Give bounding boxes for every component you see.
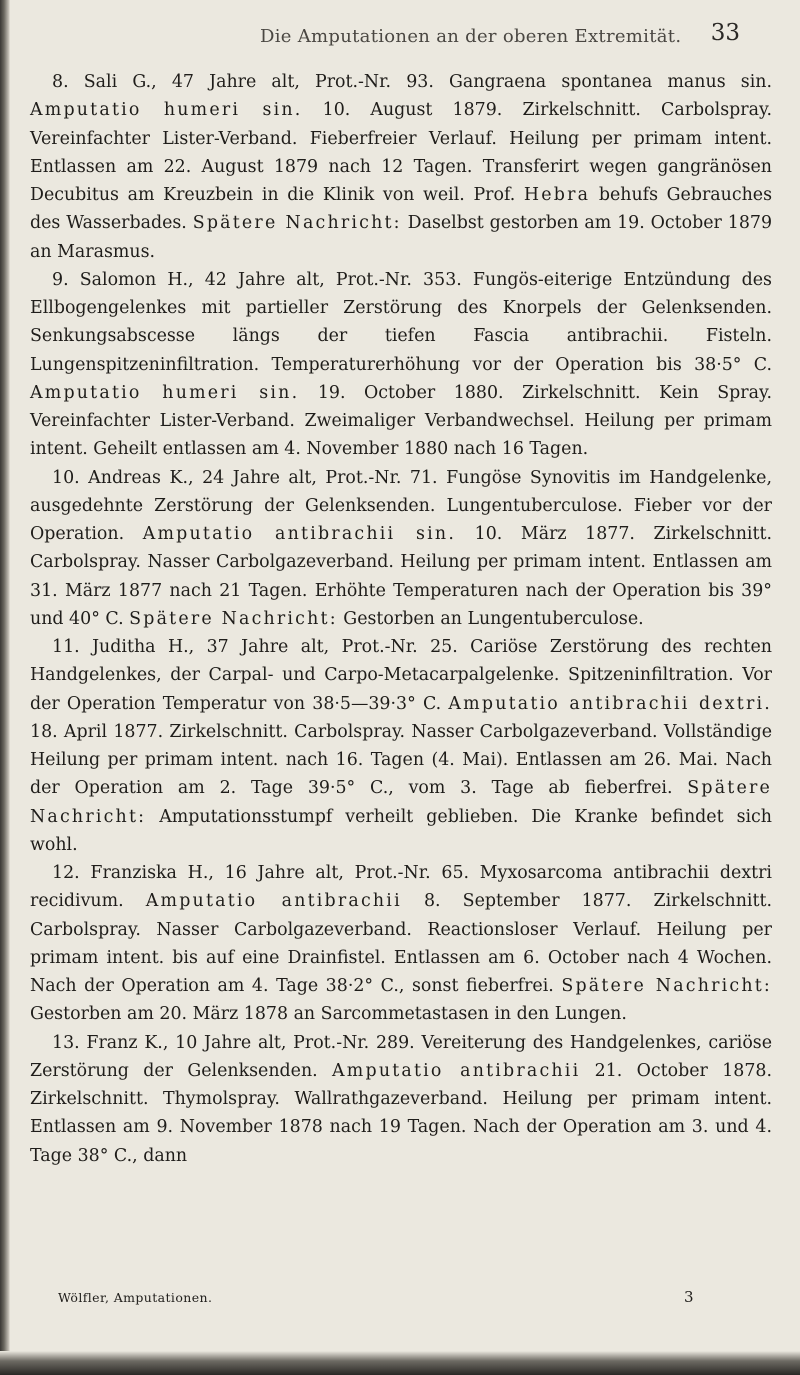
page-body bbox=[30, 68, 772, 1170]
entry-text: 11. Juditha H., 37 Jahre alt, Prot.-Nr. 25. Cariöse Zerstörung des rechten Handgelenkes, der Carpal- und Carpo-Metacarpalgelenke. Spitzeninfiltration. Vor der Operation Temperatur von 38·5—39·3° C. bbox=[30, 637, 772, 714]
spaced-emphasis: Spätere Nachricht: bbox=[30, 778, 772, 827]
page-bottom-shadow bbox=[0, 1351, 800, 1375]
entry-text: behufs Gebrauches des Wasserbades. bbox=[30, 185, 772, 234]
case-entry bbox=[30, 68, 772, 266]
running-head: Die Amputationen an der oberen Extremität. bbox=[260, 26, 682, 47]
spaced-emphasis: Spätere Nachricht: bbox=[192, 213, 402, 234]
spaced-emphasis: Spätere Nachricht: bbox=[561, 976, 772, 996]
case-entry bbox=[30, 266, 772, 464]
entry-text: 10. Andreas K., 24 Jahre alt, Prot.-Nr. 71. Fungöse Synovitis im Handgelenke, ausgedehnte Zerstörung der Gelenksenden. Lungentuberculose. Fieber vor der Operation. bbox=[30, 467, 772, 544]
entry-text: Daselbst gestorben am 19. October 1879 an Marasmus. bbox=[30, 213, 773, 262]
signature-mark: 3 bbox=[684, 1288, 694, 1306]
entry-text: Gestorben am 20. März 1878 an Sarcommetastasen in den Lungen. bbox=[30, 1004, 627, 1025]
case-entry bbox=[30, 464, 772, 634]
spaced-emphasis: Amputatio antibrachii bbox=[145, 891, 402, 912]
page-binding-shadow bbox=[0, 0, 10, 1375]
spaced-emphasis: Amputatio antibrachii dextri. bbox=[448, 693, 772, 714]
case-entry bbox=[30, 633, 772, 859]
spaced-emphasis: Amputatio humeri sin. bbox=[30, 382, 300, 403]
entry-text: 8. September 1877. Zirkelschnitt. Carbolspray. Nasser Carbolgazeverband. Reactionsloser Verlauf. Heilung per primam intent. bis auf eine Drainfistel. Entlassen am 6. October nach 4 Wochen. Nach der Operation am 4. Tage 38·2° C., sonst fieberfrei. bbox=[30, 891, 772, 996]
entry-text: 13. Franz K., 10 Jahre alt, Prot.-Nr. 289. Vereiterung des Handgelenkes, cariöse Zerstörung der Gelenksenden. bbox=[30, 1032, 772, 1081]
footer-author-line: Wölfler, Amputationen. bbox=[58, 1290, 213, 1305]
entry-text: 9. Salomon H., 42 Jahre alt, Prot.-Nr. 353. Fungös-eiterige Entzündung des Ellbogengelenkes mit partieller Zerstörung des Knorpels der Gelenksenden. Senkungsabscesse längs der tiefen Fascia antibrachii. Fisteln. Lungenspitzeninfiltration. Temperaturerhöhung vor der Operation bis 38·5° C. bbox=[30, 269, 772, 375]
entry-text: 10. März 1877. Zirkelschnitt. Carbolspray. Nasser Carbolgazeverband. Heilung per primam intent. Entlassen am 31. März 1877 nach 21 Tagen. Erhöhte Temperaturen nach der Operation bis 39° und 40° C. bbox=[30, 524, 772, 629]
entry-text: 8. Sali G., 47 Jahre alt, Prot.-Nr. 93. Gangraena spontanea manus sin. bbox=[52, 72, 772, 92]
spaced-emphasis: Amputatio humeri sin. bbox=[30, 100, 303, 121]
page-header bbox=[0, 14, 800, 54]
entry-text: Amputationsstumpf verheilt geblieben. Die Kranke befindet sich wohl. bbox=[30, 806, 772, 855]
page-number: 33 bbox=[710, 20, 740, 46]
entry-text: 19. October 1880. Zirkelschnitt. Kein Spray. Vereinfachter Lister-Verband. Zweimaliger Verbandwechsel. Heilung per primam intent. Geheilt entlassen am 4. November 1880 nach 16 Tagen. bbox=[30, 382, 772, 460]
case-entry bbox=[30, 1029, 772, 1170]
entry-text: Gestorben an Lungentuberculose. bbox=[337, 608, 644, 629]
entry-text: 21. October 1878. Zirkelschnitt. Thymolspray. Wallrathgazeverband. Heilung per primam intent. Entlassen am 9. November 1878 nach 19 Tagen. Nach der Operation am 3. und 4. Tage 38° C., dann bbox=[30, 1060, 772, 1166]
entry-text: 12. Franziska H., 16 Jahre alt, Prot.-Nr. 65. Myxosarcoma antibrachii dextri recidivum. bbox=[30, 863, 772, 912]
spaced-emphasis: Amputatio antibrachii bbox=[332, 1060, 581, 1081]
spaced-emphasis: Spätere Nachricht: bbox=[129, 608, 338, 629]
case-entry bbox=[30, 859, 772, 1029]
spaced-emphasis: Hebra bbox=[523, 185, 591, 205]
entry-text: 10. August 1879. Zirkelschnitt. Carbolspray. Vereinfachter Lister-Verband. Fieberfreier Verlauf. Heilung per primam intent. Entlassen am 22. August 1879 nach 12 Tagen. Transferirt wegen gangränösen Decubitus am Kreuzbein in die Klinik von weil. Prof. bbox=[30, 100, 772, 205]
entry-text: 18. April 1877. Zirkelschnitt. Carbolspray. Nasser Carbolgazeverband. Vollständige Heilung per primam intent. nach 16. Tagen (4. Mai). Entlassen am 26. Mai. Nach der Operation am 2. Tage 39·5° C., vom 3. Tage ab fieberfrei. bbox=[30, 721, 772, 799]
spaced-emphasis: Amputatio antibrachii sin. bbox=[142, 524, 457, 544]
